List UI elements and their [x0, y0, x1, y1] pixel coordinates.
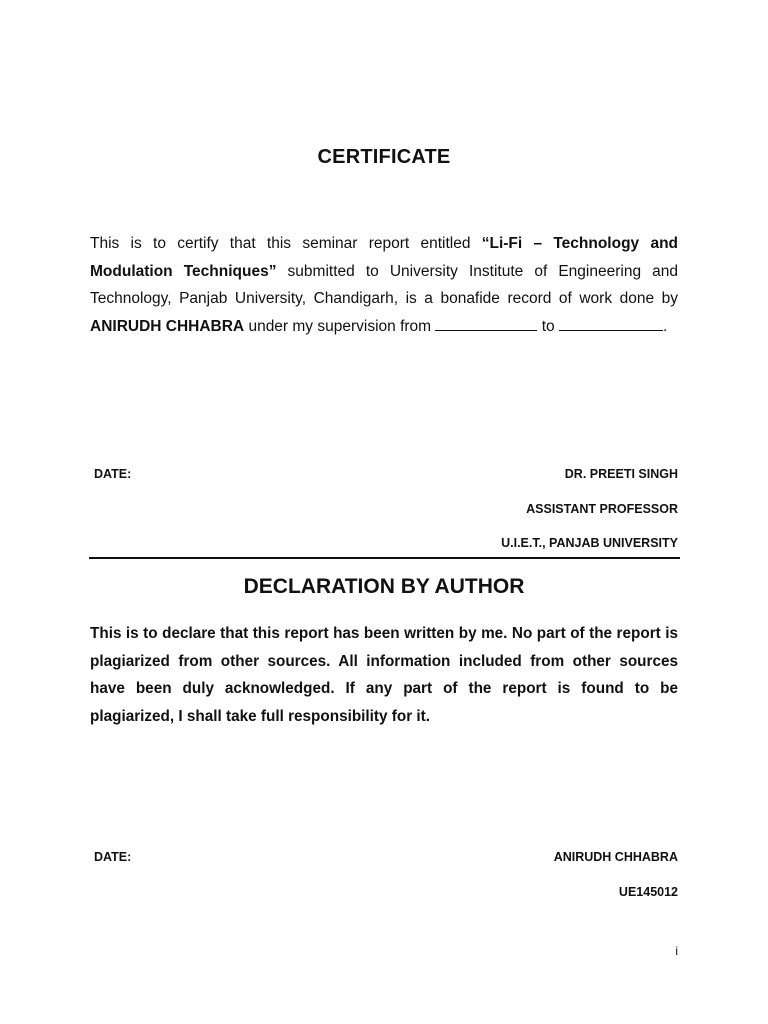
declaration-title: DECLARATION BY AUTHOR [243, 575, 525, 598]
roll-number: UE145012 [618, 885, 678, 899]
to-date-blank [559, 316, 663, 331]
student-name: ANIRUDH CHHABRA [90, 317, 245, 335]
from-date-blank [435, 316, 537, 331]
certificate-intro: This is to certify that this seminar report entitled [90, 235, 482, 252]
to-text: to [537, 317, 559, 335]
supervision-text: under my supervision from [244, 317, 436, 335]
page-number: i [675, 944, 678, 958]
certificate-date-label: DATE: [94, 467, 132, 481]
supervisor-designation: ASSISTANT PROFESSOR [526, 502, 678, 516]
report-title: “Li-Fi – Technology and Modulation Techniques” [90, 235, 678, 280]
certificate-end-text: . [662, 317, 668, 335]
declaration-date-label: DATE: [94, 850, 132, 864]
certificate-paragraph [90, 230, 678, 340]
supervisor-name: DR. PREETI SINGH [564, 467, 678, 481]
declaration-paragraph: This is to declare that this report has been written by me. No part of the report is plagiarized from other sources. All information included from other sources have been duly acknowledged. If any part of the report is found to be plagiarized, I shall take full responsibility for it. [90, 625, 678, 725]
certificate-mid-text: submitted to University Institute of Engineering and Technology, Panjab University, Chandigarh, is a bonafide record of work done by [90, 262, 679, 307]
author-name: ANIRUDH CHHABRA [553, 850, 678, 864]
supervisor-institution: U.I.E.T., PANJAB UNIVERSITY [501, 536, 678, 550]
certificate-title: CERTIFICATE [317, 146, 451, 168]
section-divider [89, 557, 680, 559]
